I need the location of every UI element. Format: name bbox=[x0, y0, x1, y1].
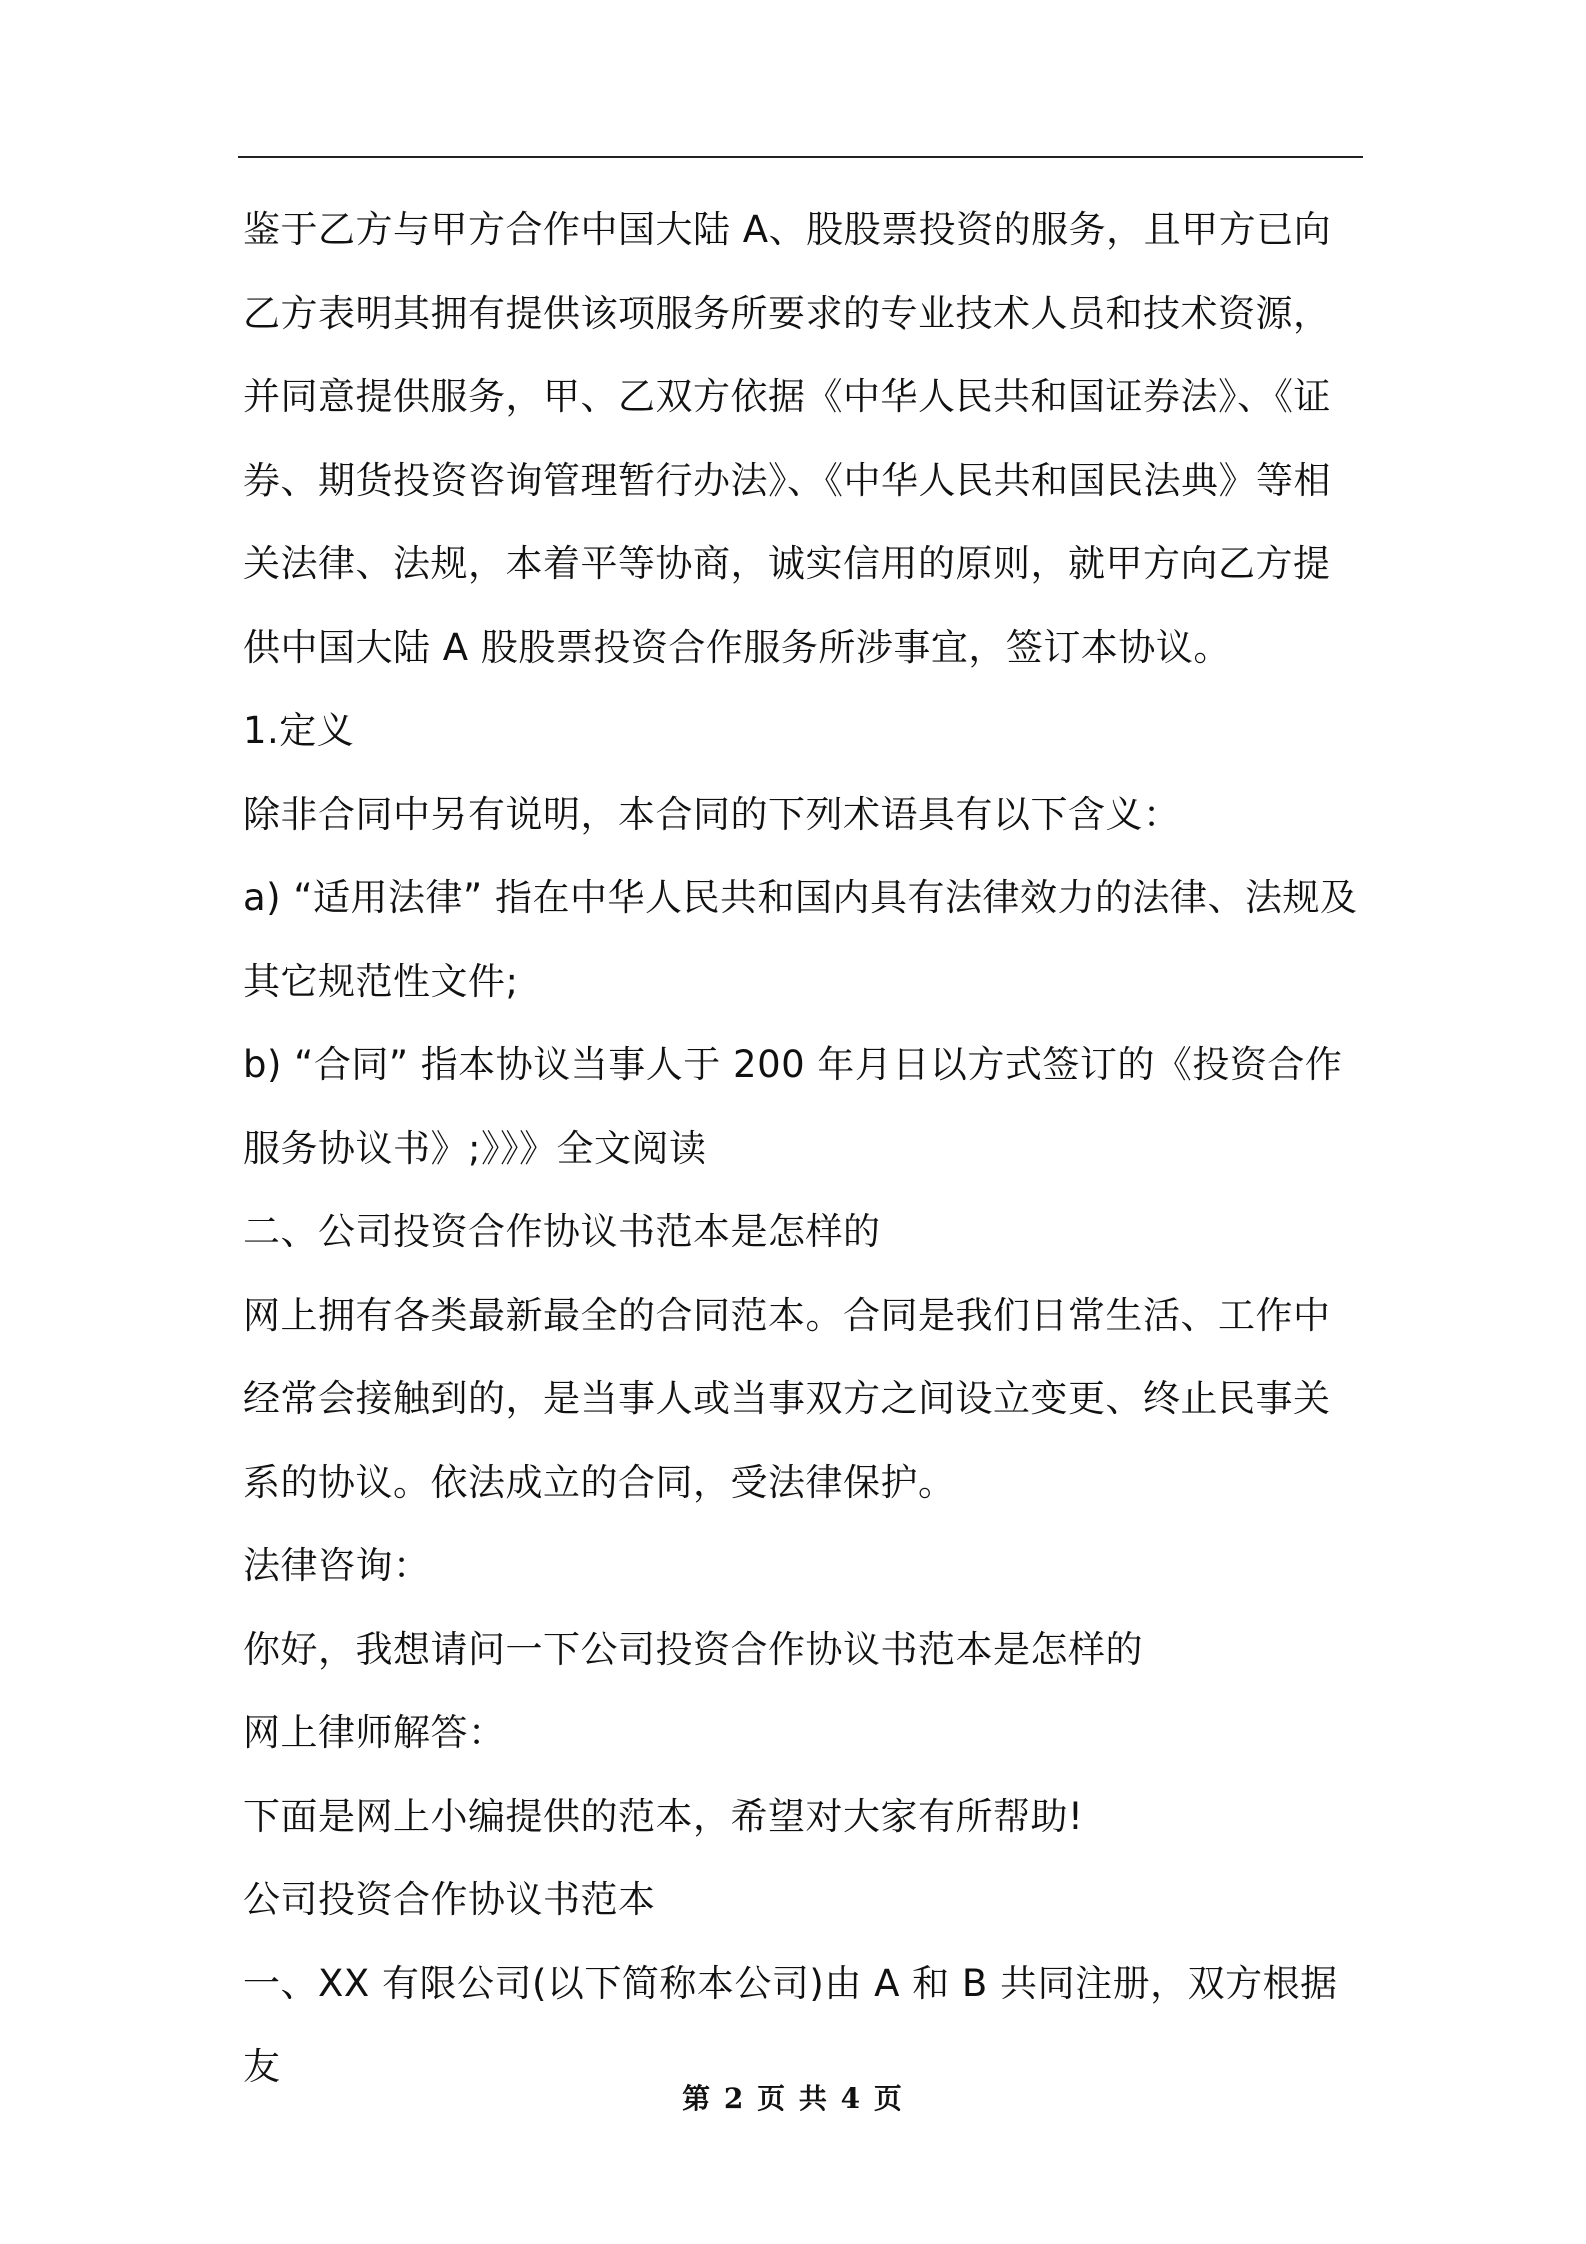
paragraph-contract-intro: 网上拥有各类最新最全的合同范本。合同是我们日常生活、工作中经常会接触到的，是当事人或当事双方之间设立变更、终止民事关系的协议。依法成立的合同，受法律保护。 bbox=[243, 1293, 1331, 1504]
header-rule bbox=[238, 156, 1363, 158]
page-footer: 第 2 页 共 4 页 bbox=[682, 2082, 904, 2115]
document-body bbox=[243, 188, 1363, 2109]
section-heading-definitions: 1.定义 bbox=[243, 709, 355, 752]
paragraph-question: 你好，我想请问一下公司投资合作协议书范本是怎样的 bbox=[243, 1627, 1143, 1671]
paragraph-definition-b: b) “合同” 指本协议当事人于 200 年月日以方式签订的《投资合作服务协议书》;》》》全文阅读 bbox=[243, 1043, 1343, 1170]
label-lawyer-answer: 网上律师解答： bbox=[243, 1711, 506, 1754]
section-heading-template: 二、公司投资合作协议书范本是怎样的 bbox=[243, 1210, 881, 1253]
paragraph-preamble: 鉴于乙方与甲方合作中国大陆 A、股股票投资的服务，且甲方已向乙方表明其拥有提供该项服务所要求的专业技术人员和技术资源，并同意提供服务，甲、乙双方依据《中华人民共和国证券法》、《证券、期货投资咨询管理暂行办法》、《中华人民共和国民法典》等相关法律、法规，本着平等协商，诚实信用的原则，就甲方向乙方提供中国大陆 A 股股票投资合作服务所涉事宜，签订本协议。 bbox=[243, 208, 1332, 669]
paragraph-answer-intro: 下面是网上小编提供的范本，希望对大家有所帮助! bbox=[243, 1794, 1084, 1838]
paragraph-definitions-intro: 除非合同中另有说明，本合同的下列术语具有以下含义： bbox=[243, 792, 1181, 836]
paragraph-definition-a: a) “适用法律” 指在中华人民共和国内具有法律效力的法律、法规及其它规范性文件; bbox=[243, 876, 1358, 1003]
label-legal-consultation: 法律咨询： bbox=[243, 1544, 431, 1587]
paragraph-clause-1: 一、XX 有限公司(以下简称本公司)由 A 和 B 共同注册，双方根据友 bbox=[243, 1961, 1338, 2088]
paragraph-template-title: 公司投资合作协议书范本 bbox=[243, 1878, 656, 1921]
